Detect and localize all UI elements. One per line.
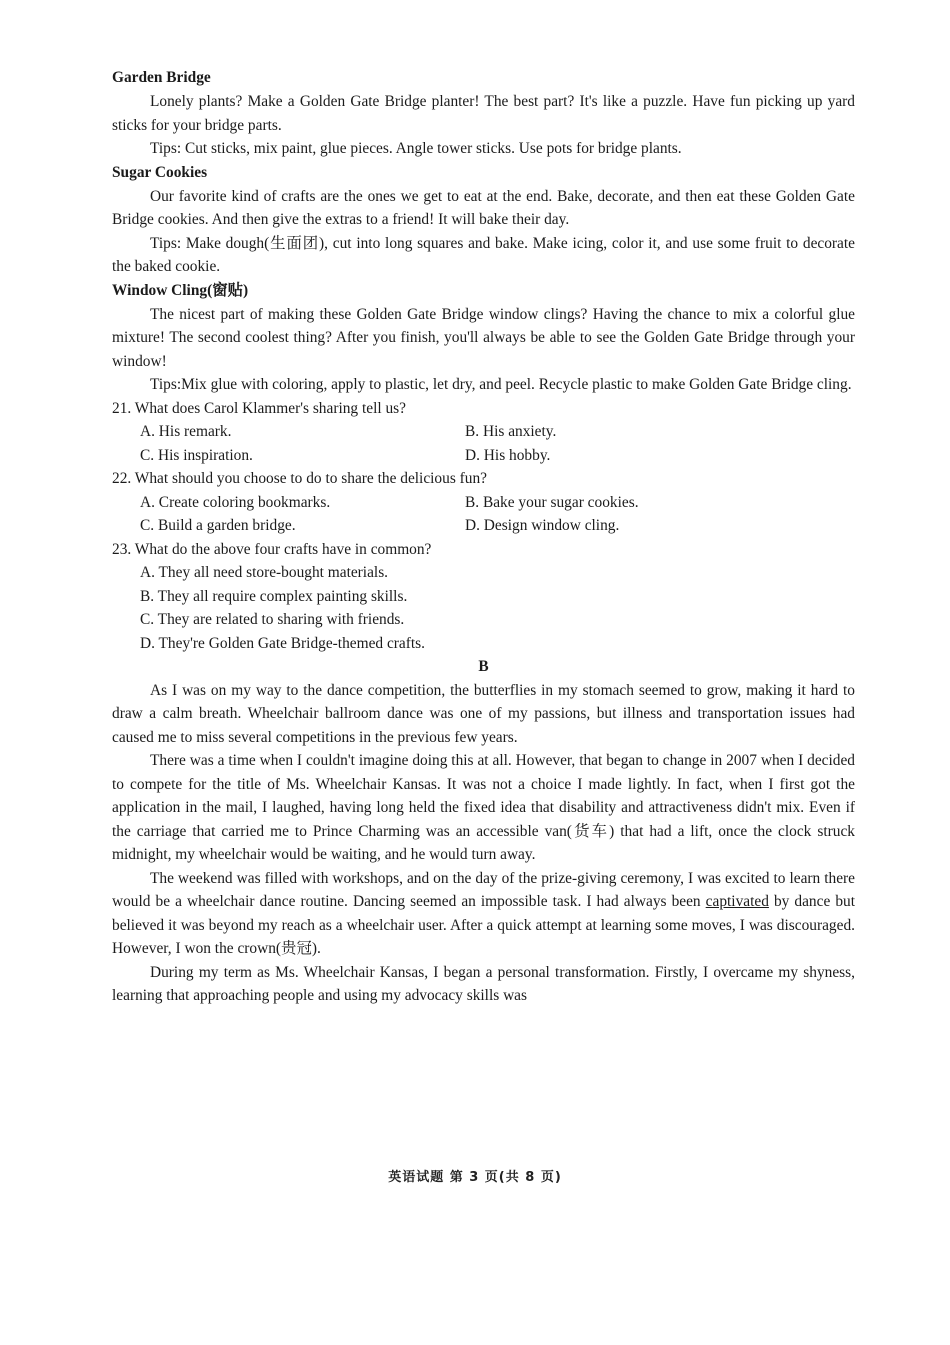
passage-b-paragraph-3 xyxy=(112,867,855,961)
question-22-option-c[interactable]: C. Build a garden bridge. xyxy=(140,517,296,534)
question-21-option-c[interactable]: C. His inspiration. xyxy=(140,446,253,464)
heading-sugar-cookies: Sugar Cookies xyxy=(112,163,208,181)
question-22-option-b[interactable]: B. Bake your sugar cookies. xyxy=(465,493,639,511)
passage-b-paragraph-2: There was a time when I couldn't imagine doing this at all. However, that began to change in 2007 when I decided to compete for the title of Ms. Wheelchair Kansas. It was not a choice I made lightly. In fact, when I first got the application in the mail, I laughed, having long held the fixed idea that disability and attractiveness didn't mix. Even if the carriage that carried me to Prince Charming was an accessible van(货车) that had a lift, once the clock struck midnight, my wheelchair would be waiting, and he would turn away. xyxy=(112,752,855,863)
question-23-option-a[interactable]: A. They all need store-bought materials. xyxy=(140,564,389,581)
question-22-options xyxy=(112,491,855,538)
heading-garden-bridge: Garden Bridge xyxy=(112,69,211,86)
question-23-option-c[interactable]: C. They are related to sharing with friends. xyxy=(140,611,405,628)
garden-bridge-tips: Tips: Cut sticks, mix paint, glue pieces. Angle tower sticks. Use pots for bridge plants. xyxy=(150,140,682,157)
question-23-option-b[interactable]: B. They all require complex painting skills. xyxy=(140,587,408,605)
heading-window-cling: Window Cling(窗贴) xyxy=(112,281,249,299)
passage-b-paragraph-3-end: by dance but believed it was beyond my reach as a wheelchair user. After a quick attempt at learning some moves, I was discouraged. However, I won the crown(贵冠). xyxy=(112,893,856,957)
garden-bridge-paragraph: Lonely plants? Make a Golden Gate Bridge planter! The best part? It's like a puzzle. Have fun picking up yard sticks for your bridge parts. xyxy=(112,93,855,134)
passage-b-paragraph-4: During my term as Ms. Wheelchair Kansas, I began a personal transformation. Firstly, I overcame my shyness, learning that approaching people and using my advocacy skills was xyxy=(112,963,855,1004)
question-21-option-a[interactable]: A. His remark. xyxy=(140,423,232,440)
exam-page xyxy=(112,66,855,1008)
question-23-stem: 23. What do the above four crafts have in common? xyxy=(112,540,432,558)
underlined-word-captivated: captivated xyxy=(705,893,769,910)
passage-b-paragraph-1: As I was on my way to the dance competition, the butterflies in my stomach seemed to grow, making it hard to draw a calm breath. Wheelchair ballroom dance was one of my passions, but illness and transportation issues had caused me to miss several competitions in the previous few years. xyxy=(112,681,855,746)
passage-b-paragraph-3-start: The weekend was filled with workshops, and on the day of the prize-giving ceremony, I was excited to learn there would be a wheelchair dance routine. Dancing seemed an impossible task. I had always been xyxy=(112,869,855,910)
question-22-option-d[interactable]: D. Design window cling. xyxy=(465,517,620,534)
window-cling-paragraph: The nicest part of making these Golden Gate Bridge window clings? Having the chance to mix a colorful glue mixture! The second coolest thing? After you finish, you'll always be able to see the Golden Gate Bridge through your window! xyxy=(112,305,855,370)
passage-b-letter: B xyxy=(478,658,489,675)
sugar-cookies-paragraph: Our favorite kind of crafts are the ones we get to eat at the end. Bake, decorate, and then eat these Golden Gate Bridge cookies. And then give the extras to a friend! It will bake their day. xyxy=(112,187,855,228)
question-23-option-d[interactable]: D. They're Golden Gate Bridge-themed crafts. xyxy=(140,634,425,652)
question-21-option-b[interactable]: B. His anxiety. xyxy=(465,423,557,440)
question-22-stem: 22. What should you choose to do to share the delicious fun? xyxy=(112,470,488,487)
question-22-option-a[interactable]: A. Create coloring bookmarks. xyxy=(140,493,331,511)
page-footer: 英语试题 第 3 页(共 8 页) xyxy=(388,1170,562,1185)
question-21-options xyxy=(112,420,855,467)
window-cling-tips: Tips:Mix glue with coloring, apply to plastic, let dry, and peel. Recycle plastic to make Golden Gate Bridge cling. xyxy=(150,376,852,393)
question-21-stem: 21. What does Carol Klammer's sharing tell us? xyxy=(112,399,406,417)
question-21-option-d[interactable]: D. His hobby. xyxy=(465,446,551,464)
sugar-cookies-tips: Tips: Make dough(生面团), cut into long squares and bake. Make icing, color it, and use some fruit to decorate the baked cookie. xyxy=(112,234,855,275)
